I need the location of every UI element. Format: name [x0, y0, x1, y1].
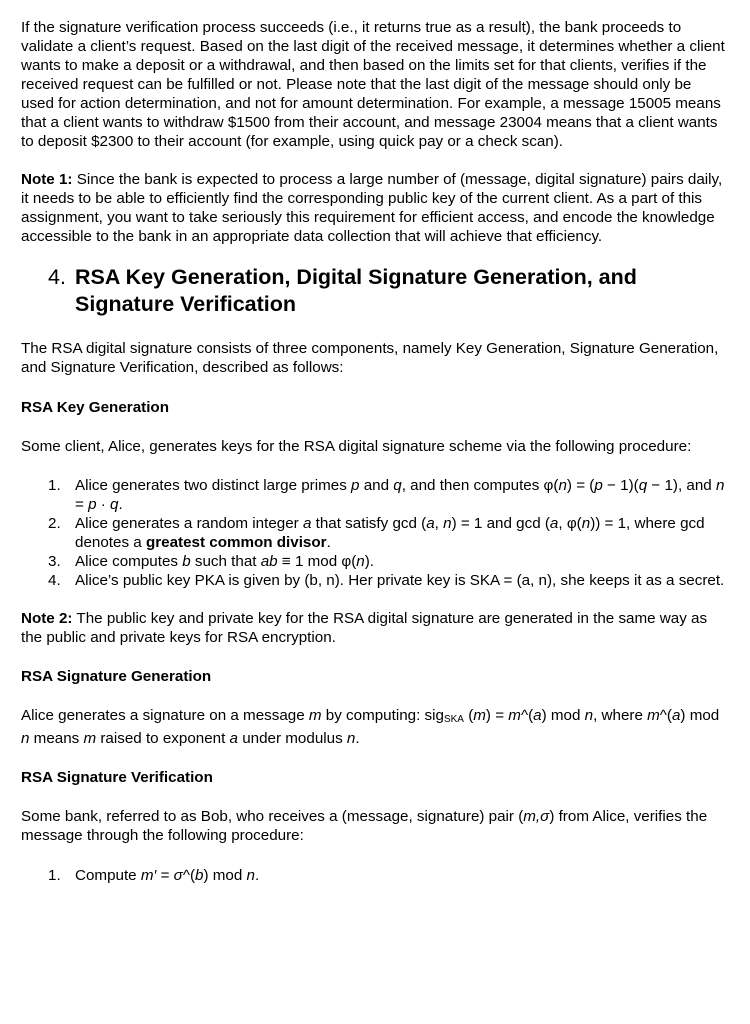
- list-item: 3. Alice computes b such that ab ≡ 1 mod φ(n).: [48, 553, 375, 570]
- note-1-label: Note 1:: [21, 171, 73, 188]
- note-2-label: Note 2:: [21, 610, 73, 627]
- paragraph-verification-result: If the signature verification process succeeds (i.e., it returns true as a result), the bank proceeds to validate a client’s request. Based on the last digit of the received message, it determines whether a client wants to make a deposit or a withdrawal, and then based on the limits set for that clients, verifies if the received request can be fulfilled or not. Please note that the last digit of the message should only be used for action determination, and not for amount determination. For example, a message 15005 means that a client wants to withdraw $1500 from their account, and message 23004 means that a client wants to deposit $2300 to their account (for example, using quick pay or a check scan).: [21, 19, 725, 150]
- note-2: [21, 609, 725, 647]
- note-1-text: Since the bank is expected to process a large number of (message, digital signature) pairs daily, it needs to be able to efficiently find the corresponding public key of the current client. As a part of this assignment, you want to take seriously this requirement for efficient access, and encode the knowledge accessible to the bank in an appropriate data collection that will achieve that efficiency.: [21, 171, 723, 245]
- keygen-heading: RSA Key Generation: [21, 399, 169, 416]
- list-item: 1. Alice generates two distinct large primes p and q, and then computes φ(n) = (p − 1)(q − 1), and n = p · q.: [48, 477, 725, 513]
- section-intro: The RSA digital signature consists of three components, namely Key Generation, Signature Generation, and Signature Verification, described as follows:: [21, 340, 719, 376]
- note-2-text: The public key and private key for the RSA digital signature are generated in the same way as the public and private keys for RSA encryption.: [21, 610, 708, 646]
- sigver-intro: Some bank, referred to as Bob, who receives a (message, signature) pair (m,σ) from Alice, verifies the message through the following procedure:: [21, 808, 708, 844]
- list-item: 4. Alice’s public key PKA is given by (b, n). Her private key is SKA = (a, n), she keeps it as a secret.: [48, 572, 725, 589]
- sigver-steps: [21, 866, 725, 885]
- sigver-heading: RSA Signature Verification: [21, 769, 213, 786]
- siggen-paragraph: Alice generates a signature on a message m by computing: sig$_{SKA}$ (m) = m^(a) mod n, where m^(a) mod n means m raised to exponent a under modulus n.: [21, 707, 720, 747]
- section-number: 4 .: [48, 264, 75, 318]
- keygen-steps: [21, 476, 725, 590]
- siggen-heading: RSA Signature Generation: [21, 668, 212, 685]
- list-item: 2. Alice generates a random integer a that satisfy gcd (a, n) = 1 and gcd (a, φ(n)) = 1, where gcd denotes a greatest common divisor.: [48, 515, 705, 551]
- note-1: [21, 170, 725, 246]
- list-item: 1. Compute m′ = σ^(b) mod n.: [48, 867, 260, 884]
- document-page: [21, 18, 725, 885]
- keygen-intro: Some client, Alice, generates keys for the RSA digital signature scheme via the following procedure:: [21, 438, 692, 455]
- section-heading: [21, 264, 725, 318]
- section-title: RSA Key Generation, Digital Signature Generation, and Signature Verification: [75, 265, 637, 316]
